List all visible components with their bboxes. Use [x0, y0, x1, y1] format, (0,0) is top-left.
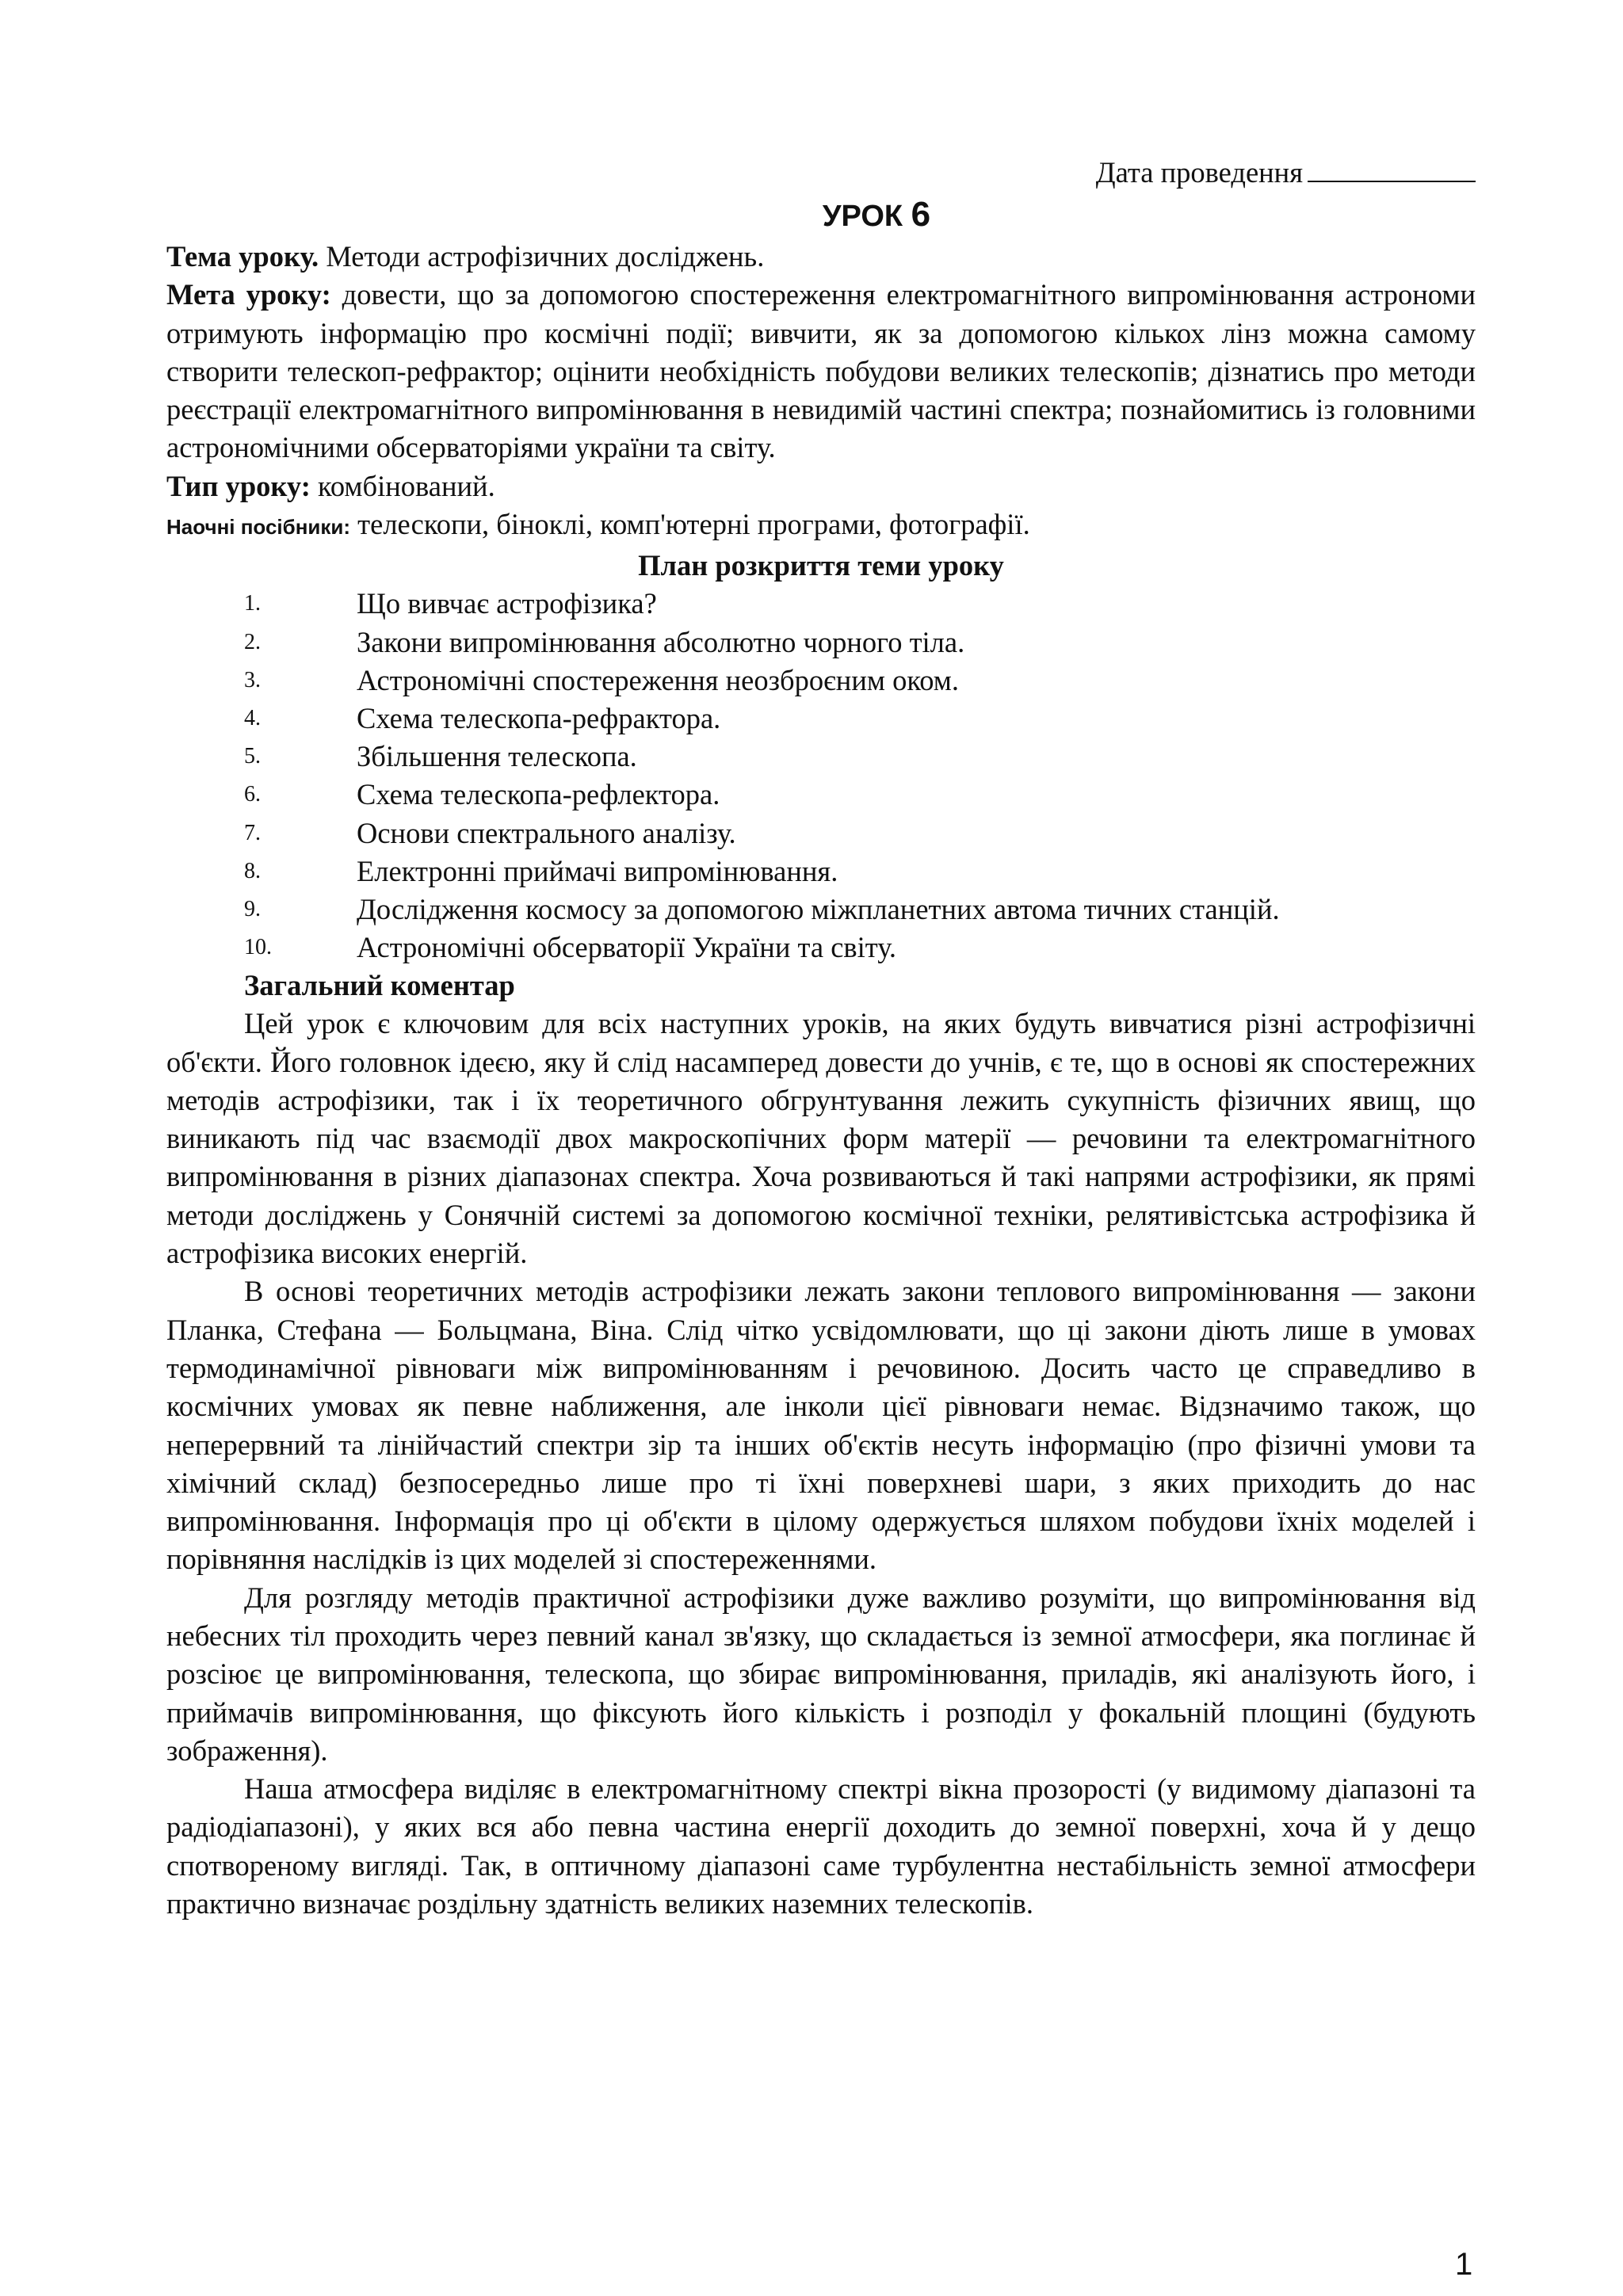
plan-item-number: 8.: [244, 858, 261, 883]
goal-text: довести, що за допомогою спостереження електромагнітного випромінювання астрономи отримують інформацію про космічні події; вивчити, як за допомогою кількох лінз можна самому створити телескоп-рефрактор; оцінити необхідність побудови великих телескопів; дізнатись про методи реєстрації електромагнітного випромінювання в невидимій частині спектра; познайомитись із головними астрономічними обсерваторіями україни та світу.: [166, 278, 1476, 464]
plan-item: [166, 738, 1476, 776]
plan-item-number: 4.: [244, 705, 261, 730]
page-content: [166, 154, 1476, 1923]
aids-label: Наочні посібники:: [166, 515, 351, 540]
plan-heading: План розкриття теми уроку: [638, 549, 1004, 582]
plan-item: [166, 814, 1476, 852]
plan-item: [166, 585, 1476, 623]
date-label: Дата проведення: [1095, 156, 1303, 189]
topic-text: Методи астрофізичних досліджень.: [319, 240, 765, 273]
plan-item-text: Дослідження космосу за допомогою міжпланетних автома тичних станцій.: [357, 892, 1280, 925]
comment-paragraph: Наша атмосфера виділяє в електромагнітному спектрі вікна прозорості (у видимому діапазоні та радіодіапазоні), у яких вся або певна частина енергії доходить до земної поверхні, хоча й у дещо спотвореному вигляді. Так, в оптичному діапазоні саме турбулентна нестабільність земної атмосфери практично визначає роздільну здатність великих наземних телескопів.: [166, 1772, 1476, 1920]
plan-item-number: 2.: [244, 629, 261, 654]
plan-item: [166, 929, 1476, 967]
plan-item: [166, 700, 1476, 738]
plan-item: [166, 776, 1476, 814]
plan-item: [166, 662, 1476, 700]
plan-item-text: Астрономічні спостереження неозброєним оком.: [357, 663, 959, 696]
plan-item-text: Астрономічні обсерваторії України та світу.: [357, 931, 896, 964]
lesson-prefix: УРОК: [822, 200, 903, 233]
plan-item-text: Закони випромінювання абсолютно чорного тіла.: [357, 625, 965, 658]
lesson-number: 6: [911, 195, 931, 234]
date-line: [166, 154, 1476, 192]
plan-item: [166, 891, 1476, 929]
goal-label: Мета уроку:: [166, 278, 331, 311]
lesson-goal: [166, 276, 1476, 467]
type-label: Тип уроку:: [166, 469, 311, 502]
plan-item-text: Основи спектрального аналізу.: [357, 816, 736, 849]
plan-item: [166, 852, 1476, 891]
plan-item: [166, 624, 1476, 662]
lesson-topic: [166, 238, 1476, 276]
plan-item-number: 5.: [244, 744, 261, 769]
lesson-type: [166, 467, 1476, 505]
plan-item-number: 9.: [244, 896, 261, 921]
plan-item-text: Схема телескопа-рефрактора.: [357, 701, 721, 734]
plan-item-number: 10.: [244, 935, 272, 960]
plan-item-text: Що вивчає астрофізика?: [357, 587, 657, 620]
plan-item-text: Схема телескопа-рефлектора.: [357, 778, 720, 811]
lesson-title: [166, 192, 1476, 238]
plan-item-number: 7.: [244, 820, 261, 845]
aids-text: телескопи, біноклі, комп'ютерні програми, фотографії.: [350, 508, 1030, 541]
plan-item-text: Електронні приймачі випромінювання.: [357, 854, 838, 887]
page-number: 1: [1455, 2247, 1473, 2282]
topic-label: Тема уроку.: [166, 240, 319, 273]
plan-item-number: 6.: [244, 782, 261, 807]
type-text: комбінований.: [310, 469, 495, 502]
comment-paragraph: В основі теоретичних методів астрофізики лежать закони теплового випромінювання — закони Планка, Стефана — Больцмана, Віна. Слід чітко усвідомлювати, що ці закони діють лише в умовах термодинамічної рівноваги між випромінюванням і речовиною. Досить часто це справедливо в космічних умовах як певне наближення, але інколи цієї рівноваги немає. Відзначимо також, що неперервний та лінійчастий спектри зір та інших об'єктів несуть інформацію (про фізичні умови та хімічний склад) безпосередньо лише про ті їхні поверхневі шари, з яких приходить до нас випромінювання. Інформація про ці об'єкти в цілому одержується шляхом побудови їхніх моделей і порівняння наслідків із цих моделей зі спостереженнями.: [166, 1275, 1476, 1576]
plan-item-number: 3.: [244, 667, 261, 692]
plan-item-text: Збільшення телескопа.: [357, 740, 637, 773]
date-blank-line: [1308, 154, 1476, 182]
lesson-aids: [166, 505, 1476, 546]
plan-item-number: 1.: [244, 591, 261, 616]
comment-paragraph: Для розгляду методів практичної астрофізики дуже важливо розуміти, що випромінювання від небесних тіл проходить через певний канал зв'язку, що складається із земної атмосфери, яка поглинає й розсіює це випромінювання, телескопа, що збирає випромінювання, приладів, які аналізують його, і приймачів випромінювання, що фіксують його кількість і розподіл у фокальній площині (будують зображення).: [166, 1581, 1476, 1767]
comment-paragraph: Цей урок є ключовим для всіх наступних уроків, на яких будуть вивчатися різні астрофізичні об'єкти. Його головнок ідеєю, яку й слід насамперед довести до учнів, є те, що в основі як спостережних методів астрофізики, так і їх теоретичного обгрунтування лежить сукупність фізичних явищ, що виникають під час взаємодії двох макроскопічних форм матерії — речовини та електромагнітного випромінювання в різних діапазонах спектра. Хоча розвиваються й такі напрями астрофізики, як прямі методи досліджень у Сонячній системі за допомогою космічної техніки, релятивістська астрофізика й астрофізика високих енергій.: [166, 1007, 1476, 1270]
comment-heading: Загальний коментар: [244, 969, 515, 1002]
plan-list: [166, 585, 1476, 967]
